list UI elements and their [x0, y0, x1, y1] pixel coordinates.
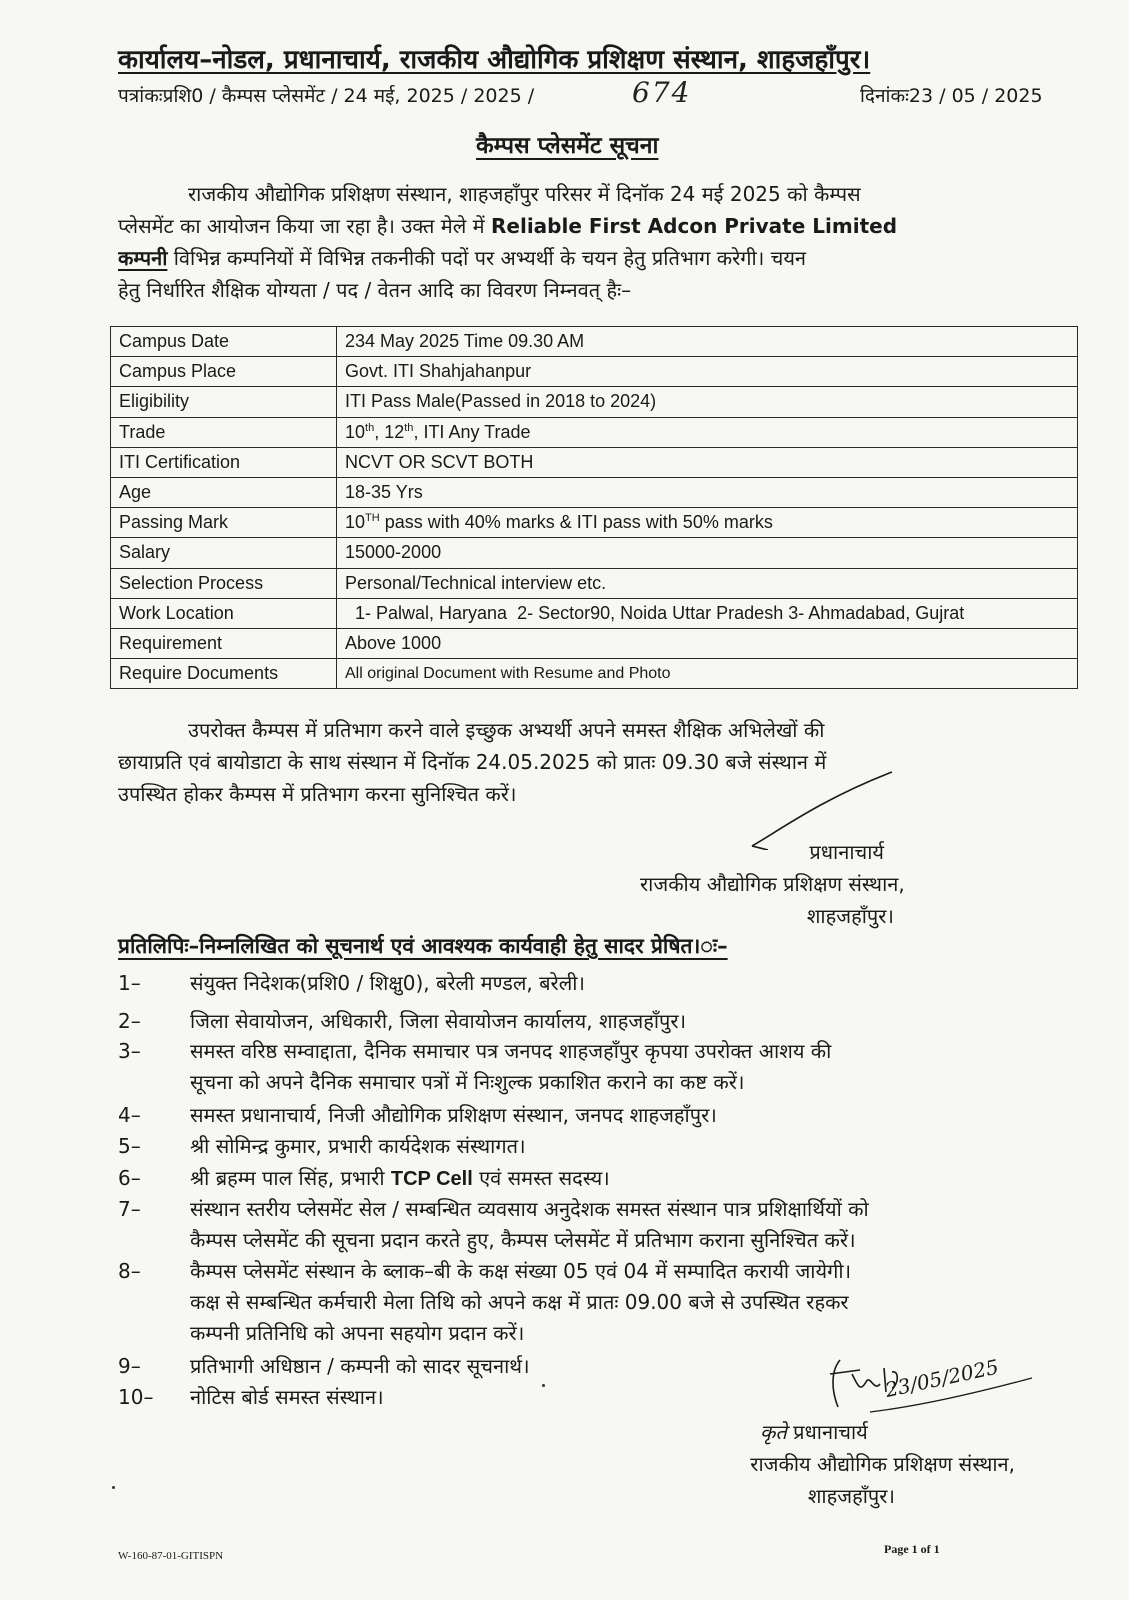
intro-line-4: हेतु निर्धारित शैक्षिक योग्यता / पद / वेतन आदि का विवरण निम्नवत् हैः–	[118, 278, 632, 302]
trade-text-2: , 12	[374, 421, 405, 442]
scan-speck	[542, 1384, 545, 1387]
handwritten-ref-number: 674	[632, 76, 692, 109]
row-label: ITI Certification	[111, 447, 337, 477]
list-item-text: जिला सेवायोजन, अधिकारी, जिला सेवायोजन कार्यालय, शाहजहाँपुर।	[190, 1009, 687, 1033]
item-6-text-post: एवं समस्त सदस्य।	[472, 1166, 610, 1190]
passing-text-2: pass with 40% marks & ITI pass with 50% marks	[379, 512, 773, 533]
intro-line-3-text: विभिन्न कम्पनियों में विभिन्न तकनीकी पदों पर अभ्यर्थी के चयन हेतु प्रतिभाग करेगी। चयन	[167, 246, 807, 270]
row-value: Above 1000	[337, 628, 1078, 658]
reference-number: पत्रांकःप्रशि0 / कैम्पस प्लेसमेंट / 24 मई, 2025 / 2025 /	[118, 85, 535, 107]
instruction-line-1: उपरोक्त कैम्पस में प्रतिभाग करने वाले इच्छुक अभ्यर्थी अपने समस्त शैक्षिक अभिलेखों की	[188, 718, 825, 742]
list-item-number: 1–	[118, 971, 141, 995]
list-item-text: श्री सोमिन्द्र कुमार, प्रभारी कार्यदेशक संस्थागत।	[190, 1134, 526, 1158]
item-6-text-pre: श्री ब्रहम्म पाल सिंह, प्रभारी	[190, 1166, 391, 1190]
passing-text-1: 10	[345, 512, 366, 533]
trade-text-1: 10	[345, 421, 366, 442]
intro-paragraph	[118, 178, 1080, 306]
campus-details-table	[110, 326, 1078, 689]
intro-line-1: राजकीय औद्योगिक प्रशिक्षण संस्थान, शाहजहाँपुर परिसर में दिनॉक 24 मई 2025 को कैम्पस	[188, 182, 861, 206]
list-item-number: 10–	[118, 1385, 154, 1409]
row-label: Age	[111, 477, 337, 507]
signatory2-title: प्रधानाचार्य	[793, 1420, 868, 1444]
table-row	[111, 568, 1078, 598]
table-row	[111, 447, 1078, 477]
list-item-number: 2–	[118, 1009, 141, 1033]
signatory2-prefix: कृते	[760, 1420, 787, 1444]
row-label: Trade	[111, 417, 337, 447]
row-value	[337, 508, 1078, 538]
company-word: कम्पनी	[118, 246, 168, 270]
signatory-city: शाहजहाँपुर।	[806, 904, 894, 928]
row-label: Campus Date	[111, 327, 337, 357]
copy-to-heading: प्रतिलिपिः–निम्नलिखित को सूचनार्थ एवं आवश्यक कार्यवाही हेतु सादर प्रेषित।ः–	[118, 934, 728, 958]
trade-text-3: , ITI Any Trade	[413, 421, 531, 442]
signatory2-city: शाहजहाँपुर।	[807, 1484, 895, 1508]
row-value: NCVT OR SCVT BOTH	[337, 447, 1078, 477]
document-code: W-160-87-01-GITISPN	[118, 1550, 224, 1562]
company-name: Reliable First Adcon Private Limited	[491, 214, 898, 238]
row-label: Passing Mark	[111, 508, 337, 538]
list-item-number: 8–	[118, 1259, 141, 1283]
list-item-text: समस्त प्रधानाचार्य, निजी औद्योगिक प्रशिक्षण संस्थान, जनपद शाहजहाँपुर।	[190, 1103, 717, 1127]
row-label: Work Location	[111, 598, 337, 628]
table-row	[111, 387, 1078, 417]
row-value	[337, 417, 1078, 447]
list-item-text: कक्ष से सम्बन्धित कर्मचारी मेला तिथि को अपने कक्ष में प्रातः 09.00 बजे से उपस्थित रहकर	[190, 1290, 849, 1314]
trade-sup-2: th	[404, 421, 414, 434]
table-row	[111, 659, 1078, 689]
intro-line-2	[118, 210, 1080, 242]
table-row	[111, 628, 1078, 658]
list-item-number: 5–	[118, 1134, 141, 1158]
list-item-number: 9–	[118, 1354, 141, 1378]
row-label: Campus Place	[111, 357, 337, 387]
tcp-cell-label: TCP Cell	[390, 1168, 473, 1190]
row-label: Salary	[111, 538, 337, 568]
list-item-text: नोटिस बोर्ड समस्त संस्थान।	[190, 1385, 384, 1409]
row-value: 234 May 2025 Time 09.30 AM	[337, 327, 1078, 357]
row-value: 1- Palwal, Haryana 2- Sector90, Noida Uttar Pradesh 3- Ahmadabad, Gujrat	[337, 598, 1078, 628]
row-value: 18-35 Yrs	[337, 477, 1078, 507]
table-row	[111, 538, 1078, 568]
intro-line-3	[118, 242, 1080, 274]
signatory-block	[640, 836, 905, 932]
signatory-title: प्रधानाचार्य	[809, 840, 884, 864]
list-item-text: समस्त वरिष्ठ सम्वाद्दाता, दैनिक समाचार पत्र जनपद शाहजहाँपुर कृपया उपरोक्त आशय की	[190, 1039, 832, 1063]
list-item-text: कम्पनी प्रतिनिधि को अपना सहयोग प्रदान करें।	[190, 1321, 525, 1345]
list-item-number: 3–	[118, 1039, 141, 1063]
list-item-text: सूचना को अपने दैनिक समाचार पत्रों में निःशुल्क प्रकाशित कराने का कष्ट करें।	[190, 1070, 745, 1094]
notice-heading: कैम्पस प्लेसमेंट सूचना	[476, 133, 659, 159]
signatory-institute: राजकीय औद्योगिक प्रशिक्षण संस्थान,	[640, 872, 905, 896]
list-item-text: कैम्पस प्लेसमेंट की सूचना प्रदान करते हुए, कैम्पस प्लेसमेंट में प्रतिभाग कराना सुनिश्चित करें।	[190, 1228, 856, 1252]
row-label: Selection Process	[111, 568, 337, 598]
row-label: Require Documents	[111, 659, 337, 689]
table-row	[111, 598, 1078, 628]
row-label: Requirement	[111, 628, 337, 658]
list-item-number: 4–	[118, 1103, 141, 1127]
row-value: Personal/Technical interview etc.	[337, 568, 1078, 598]
list-item-number: 7–	[118, 1197, 141, 1221]
list-item-text: प्रतिभागी अधिष्ठान / कम्पनी को सादर सूचनार्थ।	[190, 1354, 530, 1378]
instruction-line-3: उपस्थित होकर कैम्पस में प्रतिभाग करना सुनिश्चित करें।	[118, 782, 517, 806]
scan-speck	[112, 1486, 115, 1489]
notice-date: दिनांकः23 / 05 / 2025	[860, 85, 1043, 107]
list-item-text: संस्थान स्तरीय प्लेसमेंट सेल / सम्बन्धित व्यवसाय अनुदेशक समस्त संस्थान पात्र प्रशिक्षार्थियों को	[190, 1197, 869, 1221]
instruction-paragraph	[118, 714, 1080, 810]
row-label: Eligibility	[111, 387, 337, 417]
list-item-text: संयुक्त निदेशक(प्रशि0 / शिक्षु0), बरेली मण्डल, बरेली।	[190, 971, 586, 995]
table-row	[111, 508, 1078, 538]
office-title: कार्यालय–नोडल, प्रधानाचार्य, राजकीय औद्योगिक प्रशिक्षण संस्थान, शाहजहाँपुर।	[118, 45, 871, 75]
signatory-block-2	[640, 1416, 1015, 1512]
instruction-line-2: छायाप्रति एवं बायोडाटा के साथ संस्थान में दिनॉक 24.05.2025 को प्रातः 09.30 बजे संस्थान में	[118, 750, 827, 774]
trade-sup-1: th	[365, 421, 375, 434]
row-value: All original Document with Resume and Photo	[337, 659, 1078, 689]
table-row	[111, 477, 1078, 507]
signatory2-institute: राजकीय औद्योगिक प्रशिक्षण संस्थान,	[750, 1452, 1015, 1476]
table-row	[111, 327, 1078, 357]
table-row	[111, 417, 1078, 447]
row-value: 15000-2000	[337, 538, 1078, 568]
handwritten-sign-date: 23/05/2025	[883, 1354, 1001, 1402]
list-item-number: 6–	[118, 1166, 141, 1190]
row-value: ITI Pass Male(Passed in 2018 to 2024)	[337, 387, 1078, 417]
list-item-text: कैम्पस प्लेसमेंट संस्थान के ब्लाक–बी के कक्ष संख्या 05 एवं 04 में सम्पादित करायी जायेगी।	[190, 1259, 852, 1283]
page-number: Page 1 of 1	[884, 1542, 940, 1556]
table-row	[111, 357, 1078, 387]
passing-sup-1: TH	[365, 512, 380, 525]
list-item-text	[190, 1163, 1080, 1195]
row-value: Govt. ITI Shahjahanpur	[337, 357, 1078, 387]
signatory2-title-line	[640, 1416, 1015, 1448]
intro-line-2-text: प्लेसमेंट का आयोजन किया जा रहा है। उक्त मेले में	[118, 214, 491, 238]
